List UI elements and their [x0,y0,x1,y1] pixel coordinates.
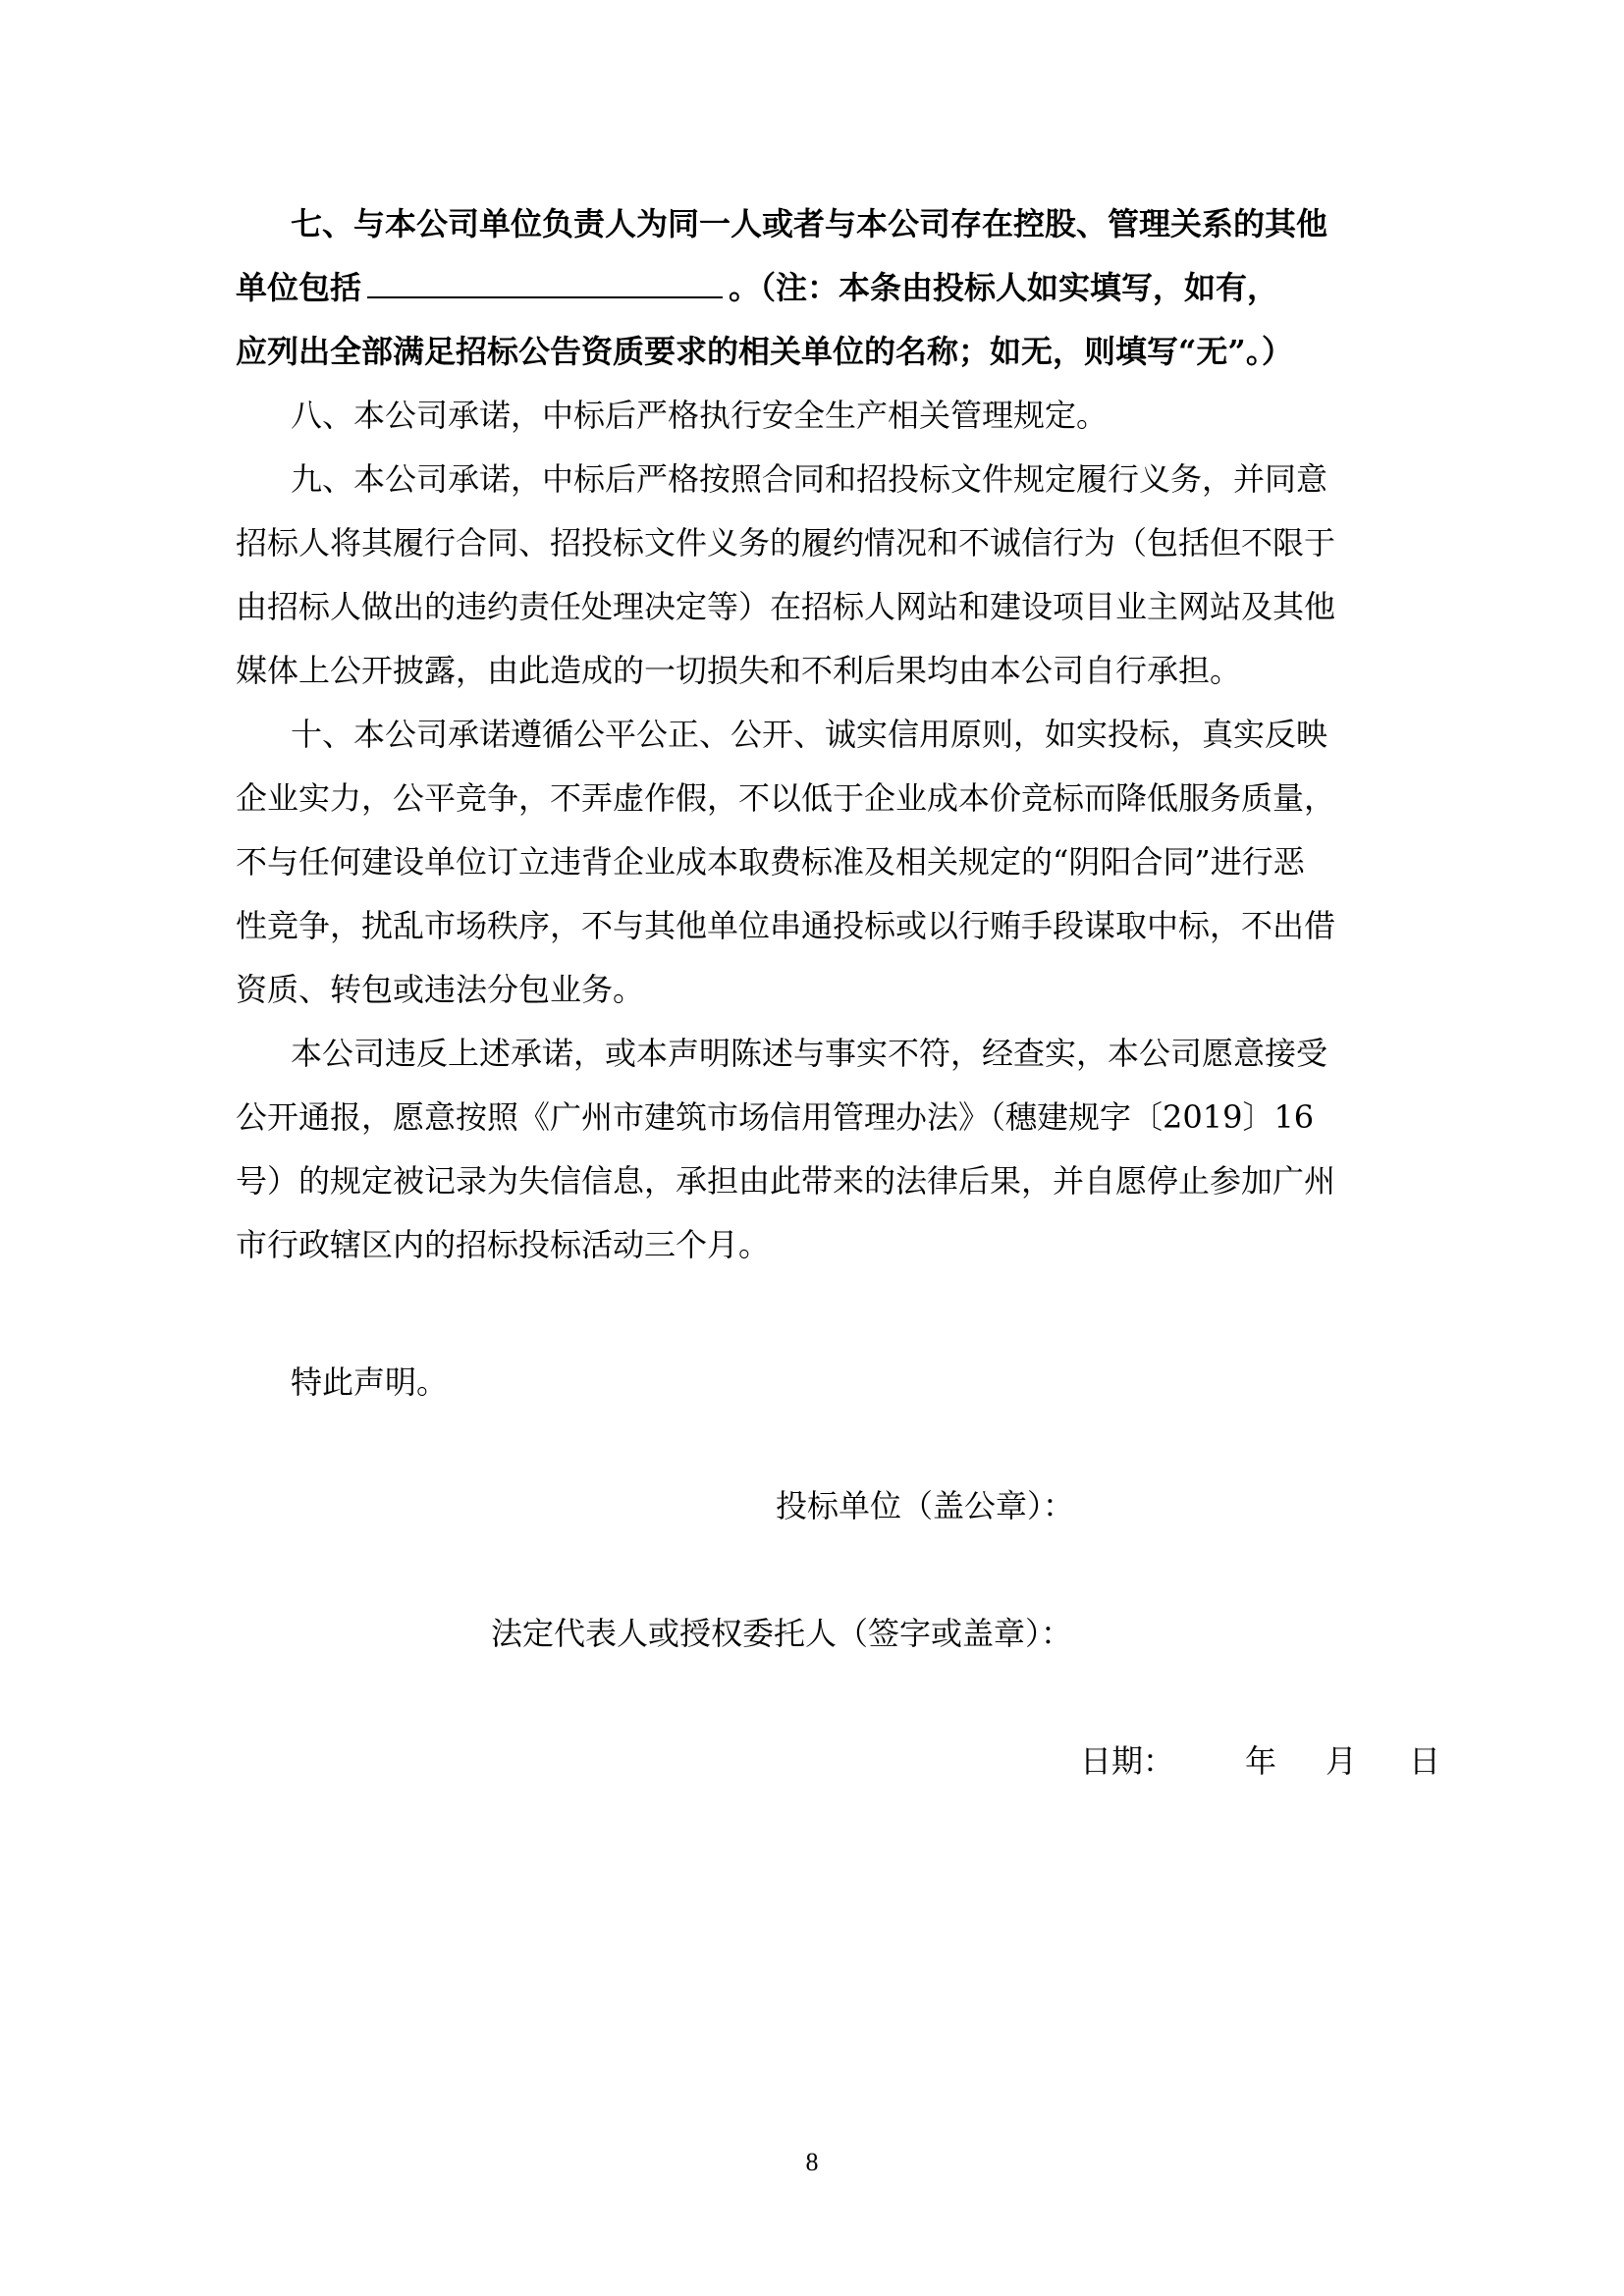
date-year: 年 [1245,1742,1277,1780]
date-label: 日期： [1080,1742,1175,1780]
clause-7 [236,192,1375,384]
clause-10-line-3: 不与任何建设单位订立违背企业成本取费标准及相关规定的“阴阳合同”进行恶 [236,843,1305,881]
clause-10-line-4: 性竞争，扰乱市场秩序，不与其他单位串通投标或以行贿手段谋取中标，不出借 [236,907,1336,944]
bidder-seal-label: 投标单位（盖公章）： [776,1487,1075,1524]
clause-10-line-2: 企业实力，公平竞争，不弄虚作假，不以低于企业成本价竞标而降低服务质量， [236,779,1336,817]
clause-7-prefix: 单位包括 [236,269,362,306]
clause-8 [236,384,1375,448]
clause-10-line-5: 资质、转包或违法分包业务。 [236,971,645,1008]
clause-10-line-1: 十、本公司承诺遵循公平公正、公开、诚实信用原则，如实投标，真实反映 [291,716,1328,753]
violation-line-4: 市行政辖区内的招标投标活动三个月。 [236,1226,771,1263]
clause-7-line-1: 七、与本公司单位负责人为同一人或者与本公司存在控股、管理关系的其他 [291,205,1328,242]
clause-7-suffix: 。（注：本条由投标人如实填写，如有， [729,269,1279,306]
violation-line-3: 号）的规定被记录为失信信息，承担由此带来的法律后果，并自愿停止参加广州 [236,1162,1336,1200]
representative-signature-label: 法定代表人或授权委托人（签字或盖章）： [491,1615,1073,1652]
date-month: 月 [1326,1742,1358,1780]
declaration-text: 特此声明。 [291,1363,449,1401]
violation-line-2: 公开通报，愿意按照《广州市建筑市场信用管理办法》（穗建规字〔2019〕16 [236,1098,1315,1136]
clause-7-line-3: 应列出全部满足招标公告资质要求的相关单位的名称；如无，则填写“无”。） [236,333,1293,370]
clause-9-line-4: 媒体上公开披露，由此造成的一切损失和不利后果均由本公司自行承担。 [236,652,1242,689]
violation-clause [236,1022,1375,1277]
clause-10 [236,703,1375,1022]
page-number: 8 [805,2148,819,2176]
clause-9 [236,448,1375,703]
violation-line-1: 本公司违反上述承诺，或本声明陈述与事实不符，经查实，本公司愿意接受 [291,1035,1328,1072]
date-day: 日 [1409,1742,1441,1780]
clause-8-line-1: 八、本公司承诺，中标后严格执行安全生产相关管理规定。 [291,397,1109,434]
clause-7-line-2 [236,256,1375,320]
clause-9-line-2: 招标人将其履行合同、招投标文件义务的履约情况和不诚信行为（包括但不限于 [236,524,1336,561]
clause-9-line-3: 由招标人做出的违约责任处理决定等）在招标人网站和建设项目业主网站及其他 [236,588,1336,625]
related-units-blank[interactable] [367,267,723,298]
clause-9-line-1: 九、本公司承诺，中标后严格按照合同和招投标文件规定履行义务，并同意 [291,460,1328,498]
declaration [236,1351,1375,1415]
